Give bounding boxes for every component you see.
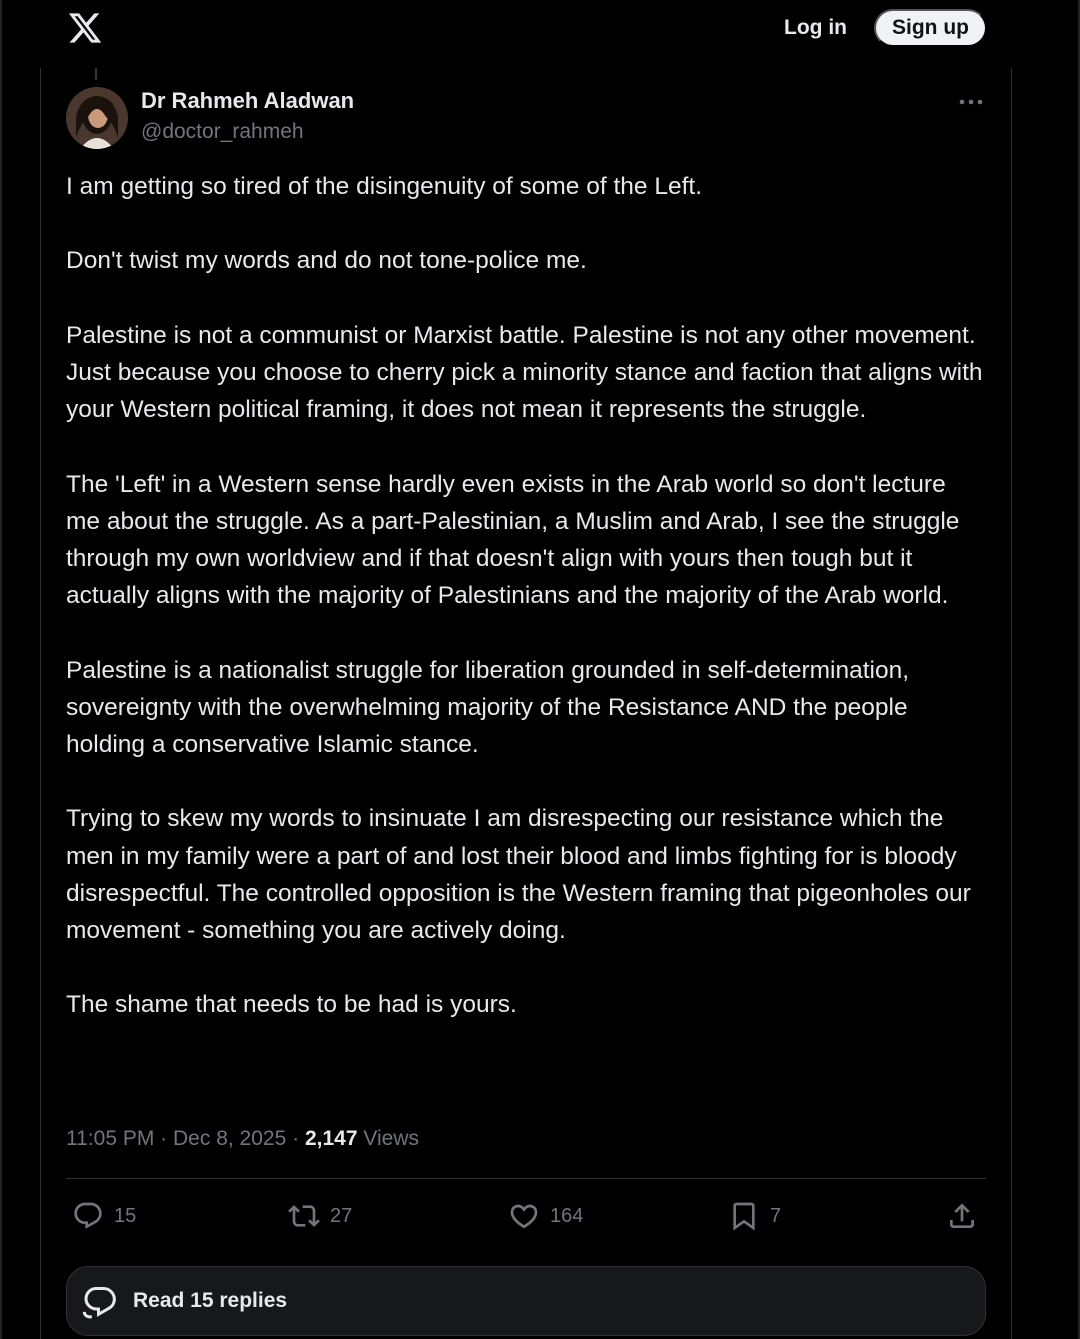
avatar[interactable] — [66, 87, 128, 149]
tweet-paragraph: Don't twist my words and do not tone-police me. — [66, 247, 587, 275]
views-count: 2,147 — [304, 1127, 358, 1150]
tweet-meta — [66, 1124, 419, 1154]
tweet-time[interactable]: 11:05 PM — [66, 1127, 155, 1150]
meta-separator: · — [160, 1127, 168, 1150]
top-bar — [0, 0, 1080, 56]
share-icon — [946, 1200, 978, 1232]
window-edge-left — [0, 0, 2, 1339]
signup-button[interactable]: Sign up — [874, 9, 987, 47]
reply-count: 15 — [114, 1204, 137, 1227]
tweet-paragraph: The shame that needs to be had is yours. — [66, 991, 517, 1019]
thread-connector-line — [95, 68, 97, 80]
x-logo-icon[interactable] — [66, 10, 104, 46]
author-name[interactable]: Dr Rahmeh Aladwan — [141, 88, 355, 113]
like-count: 164 — [550, 1204, 584, 1227]
share-button[interactable] — [946, 1196, 978, 1236]
views-label: Views — [363, 1127, 419, 1150]
reply-icon — [72, 1200, 104, 1232]
avatar-image — [66, 87, 128, 149]
heart-icon — [508, 1200, 540, 1232]
like-button[interactable] — [508, 1196, 583, 1236]
bookmark-count: 7 — [770, 1204, 782, 1227]
tweet-paragraph: The 'Left' in a Western sense hardly even exists in the Arab world so don't lecture me about the struggle. As a part-Palestinian, a Muslim and Arab, I see the struggle through my own worldview and if that doesn't align with yours then tough but it actually aligns with the majority of Palestinians and the majority of the Arab world. — [66, 470, 960, 610]
tweet-text — [66, 168, 986, 1024]
login-button[interactable]: Log in — [770, 10, 861, 46]
tweet-paragraph: I am getting so tired of the disingenuity of some of the Left. — [66, 173, 703, 200]
repost-icon — [288, 1200, 320, 1232]
meta-separator: · — [292, 1127, 300, 1150]
repost-count: 27 — [330, 1204, 353, 1227]
tweet-paragraph: Trying to skew my words to insinuate I am disrespecting our resistance which the men in my family were a part of and lost their blood and limbs fighting for is bloody disrespectful. The controlled opposition is the Western framing that pigeonholes our movement - something you are actively doing. — [66, 805, 971, 944]
divider — [66, 1178, 986, 1179]
more-options-icon[interactable] — [955, 92, 987, 112]
bookmark-icon — [728, 1200, 760, 1232]
tweet-paragraph: Palestine is a nationalist struggle for liberation grounded in self-determination, sovereignty with the overwhelming majority of the Resistance AND the people holding a conservative Islamic stance. — [66, 656, 910, 758]
action-bar — [66, 1196, 986, 1236]
repost-button[interactable] — [288, 1196, 352, 1236]
author-handle[interactable]: @doctor_rahmeh — [141, 120, 304, 143]
reply-button[interactable] — [72, 1196, 136, 1236]
tweet-paragraph: Palestine is not a communist or Marxist battle. Palestine is not any other movement. Just because you choose to cherry pick a minority stance and faction that aligns with your Western political framing, it does not mean it represents the struggle. — [66, 321, 983, 424]
tweet-date[interactable]: Dec 8, 2025 — [173, 1127, 287, 1150]
read-replies-label: Read 15 replies — [133, 1289, 288, 1312]
bookmark-button[interactable] — [728, 1196, 781, 1236]
read-replies-button[interactable] — [66, 1266, 986, 1336]
conversation-icon — [81, 1281, 121, 1321]
